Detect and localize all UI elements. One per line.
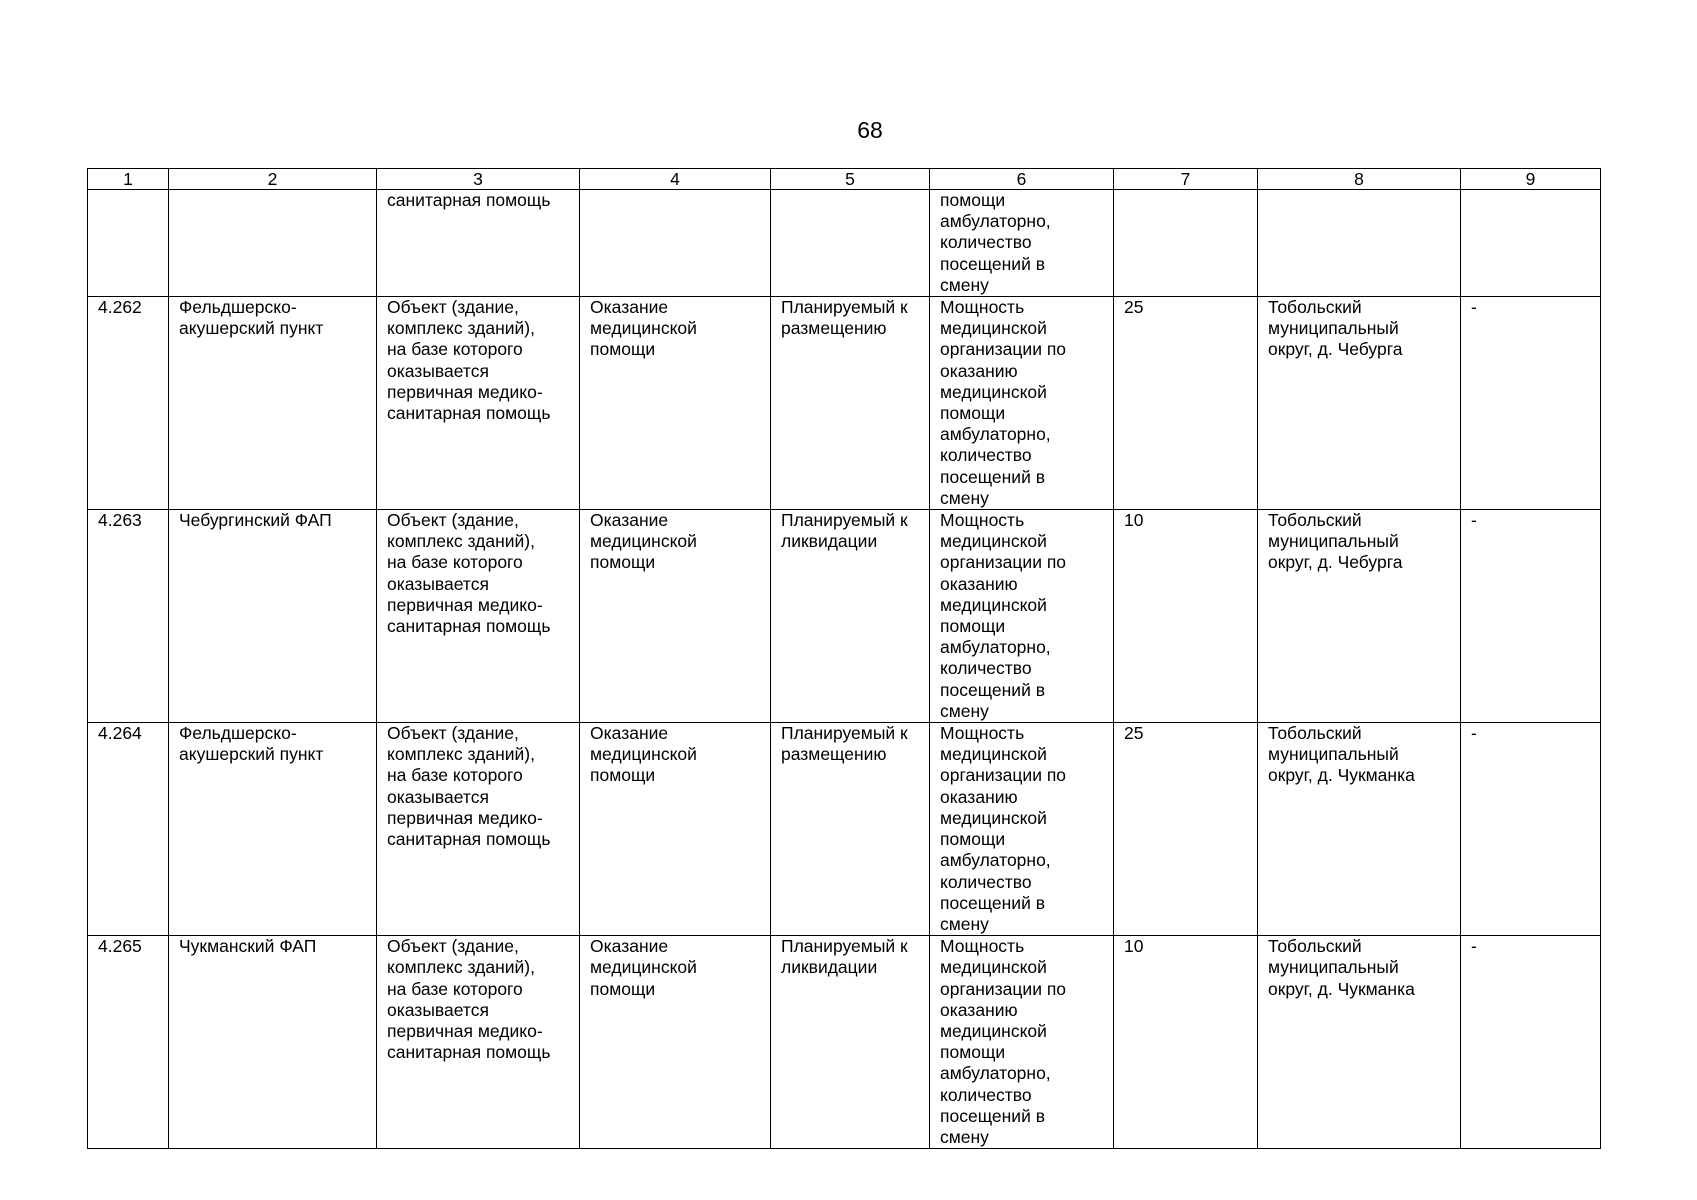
table-cell xyxy=(88,190,169,297)
column-header: 1 xyxy=(88,169,169,190)
table-cell xyxy=(1258,190,1461,297)
cell-text: Фельдшерско- акушерский пункт xyxy=(179,297,324,339)
cell-text: помощи амбулаторно, количество посещений в смену xyxy=(940,190,1051,295)
table-cell xyxy=(88,297,169,510)
cell-text: - xyxy=(1471,936,1477,957)
table-cell xyxy=(88,723,169,936)
table-cell xyxy=(169,190,377,297)
cell-text: 4.262 xyxy=(98,297,142,318)
cell-text: Тобольский муниципальный округ, д. Чукманка xyxy=(1268,723,1415,786)
table-cell xyxy=(1461,297,1601,510)
table-cell xyxy=(1461,723,1601,936)
table-cell xyxy=(930,723,1114,936)
table-cell xyxy=(88,510,169,723)
cell-text: Чукманский ФАП xyxy=(179,936,317,957)
cell-text: Планируемый к ликвидации xyxy=(781,510,908,552)
cell-text: Тобольский муниципальный округ, д. Чебурга xyxy=(1268,510,1403,573)
table-cell xyxy=(377,936,580,1149)
column-header: 8 xyxy=(1258,169,1461,190)
table-cell xyxy=(169,936,377,1149)
document-table xyxy=(87,168,1601,1149)
table-cell xyxy=(1461,510,1601,723)
table-row xyxy=(88,190,1601,297)
table-cell xyxy=(169,297,377,510)
table-cell xyxy=(930,190,1114,297)
table-cell xyxy=(1114,723,1258,936)
cell-text: Оказание медицинской помощи xyxy=(590,297,697,360)
table-row xyxy=(88,936,1601,1149)
table-cell xyxy=(580,190,771,297)
table-cell xyxy=(771,297,930,510)
cell-text: Чебургинский ФАП xyxy=(179,510,332,531)
column-header: 9 xyxy=(1461,169,1601,190)
table-cell xyxy=(1114,936,1258,1149)
cell-text: Тобольский муниципальный округ, д. Чукманка xyxy=(1268,936,1415,999)
cell-text: 25 xyxy=(1124,297,1144,318)
table-cell xyxy=(377,510,580,723)
cell-text: Мощность медицинской организации по оказанию медицинской помощи амбулаторно, количество посещений в смену xyxy=(940,723,1067,934)
table-row xyxy=(88,297,1601,510)
table-cell xyxy=(1258,297,1461,510)
table-cell xyxy=(377,723,580,936)
column-header: 5 xyxy=(771,169,930,190)
table-cell xyxy=(169,723,377,936)
table-cell xyxy=(930,936,1114,1149)
table-cell xyxy=(1461,936,1601,1149)
cell-text: Планируемый к размещению xyxy=(781,723,908,765)
cell-text: - xyxy=(1471,510,1477,531)
cell-text: Объект (здание, комплекс зданий), на базе которого оказывается первичная медико- санитарная помощь xyxy=(387,723,551,850)
table-cell xyxy=(1461,190,1601,297)
table-cell xyxy=(580,723,771,936)
table-cell xyxy=(1258,510,1461,723)
cell-text: Мощность медицинской организации по оказанию медицинской помощи амбулаторно, количество посещений в смену xyxy=(940,297,1067,508)
column-header: 2 xyxy=(169,169,377,190)
column-header: 6 xyxy=(930,169,1114,190)
table-cell xyxy=(580,510,771,723)
cell-text: Планируемый к ликвидации xyxy=(781,936,908,978)
table-cell xyxy=(1114,510,1258,723)
column-header: 3 xyxy=(377,169,580,190)
table-cell xyxy=(1258,936,1461,1149)
cell-text: Оказание медицинской помощи xyxy=(590,510,697,573)
table-cell xyxy=(169,510,377,723)
cell-text: 4.264 xyxy=(98,723,142,744)
column-header: 4 xyxy=(580,169,771,190)
table-cell xyxy=(377,297,580,510)
cell-text: Оказание медицинской помощи xyxy=(590,723,697,786)
table-cell xyxy=(771,510,930,723)
table-cell xyxy=(88,936,169,1149)
cell-text: - xyxy=(1471,723,1477,744)
table-cell xyxy=(580,297,771,510)
cell-text: Тобольский муниципальный округ, д. Чебурга xyxy=(1268,297,1403,360)
cell-text: Объект (здание, комплекс зданий), на базе которого оказывается первичная медико- санитарная помощь xyxy=(387,936,551,1063)
table-cell xyxy=(580,936,771,1149)
cell-text: Объект (здание, комплекс зданий), на базе которого оказывается первичная медико- санитарная помощь xyxy=(387,510,551,637)
table-cell xyxy=(771,936,930,1149)
cell-text: Мощность медицинской организации по оказанию медицинской помощи амбулаторно, количество посещений в смену xyxy=(940,510,1067,721)
table-row xyxy=(88,723,1601,936)
cell-text: 10 xyxy=(1124,510,1144,531)
cell-text: 4.265 xyxy=(98,936,142,957)
table-cell xyxy=(771,723,930,936)
table-cell xyxy=(930,297,1114,510)
cell-text: Планируемый к размещению xyxy=(781,297,908,339)
table-row xyxy=(88,510,1601,723)
table-cell xyxy=(771,190,930,297)
table-cell xyxy=(377,190,580,297)
table-cell xyxy=(1114,297,1258,510)
header-row xyxy=(88,169,1601,190)
table-cell xyxy=(1114,190,1258,297)
cell-text: санитарная помощь xyxy=(387,190,551,210)
cell-text: Мощность медицинской организации по оказанию медицинской помощи амбулаторно, количество посещений в смену xyxy=(940,936,1067,1147)
cell-text: Фельдшерско- акушерский пункт xyxy=(179,723,324,765)
cell-text: 10 xyxy=(1124,936,1144,957)
cell-text: Объект (здание, комплекс зданий), на базе которого оказывается первичная медико- санитарная помощь xyxy=(387,297,551,424)
table-cell xyxy=(930,510,1114,723)
column-header: 7 xyxy=(1114,169,1258,190)
cell-text: 4.263 xyxy=(98,510,142,531)
cell-text: - xyxy=(1471,297,1477,318)
table-cell xyxy=(1258,723,1461,936)
cell-text: Оказание медицинской помощи xyxy=(590,936,697,999)
cell-text: 25 xyxy=(1124,723,1144,744)
page-number: 68 xyxy=(857,117,883,143)
